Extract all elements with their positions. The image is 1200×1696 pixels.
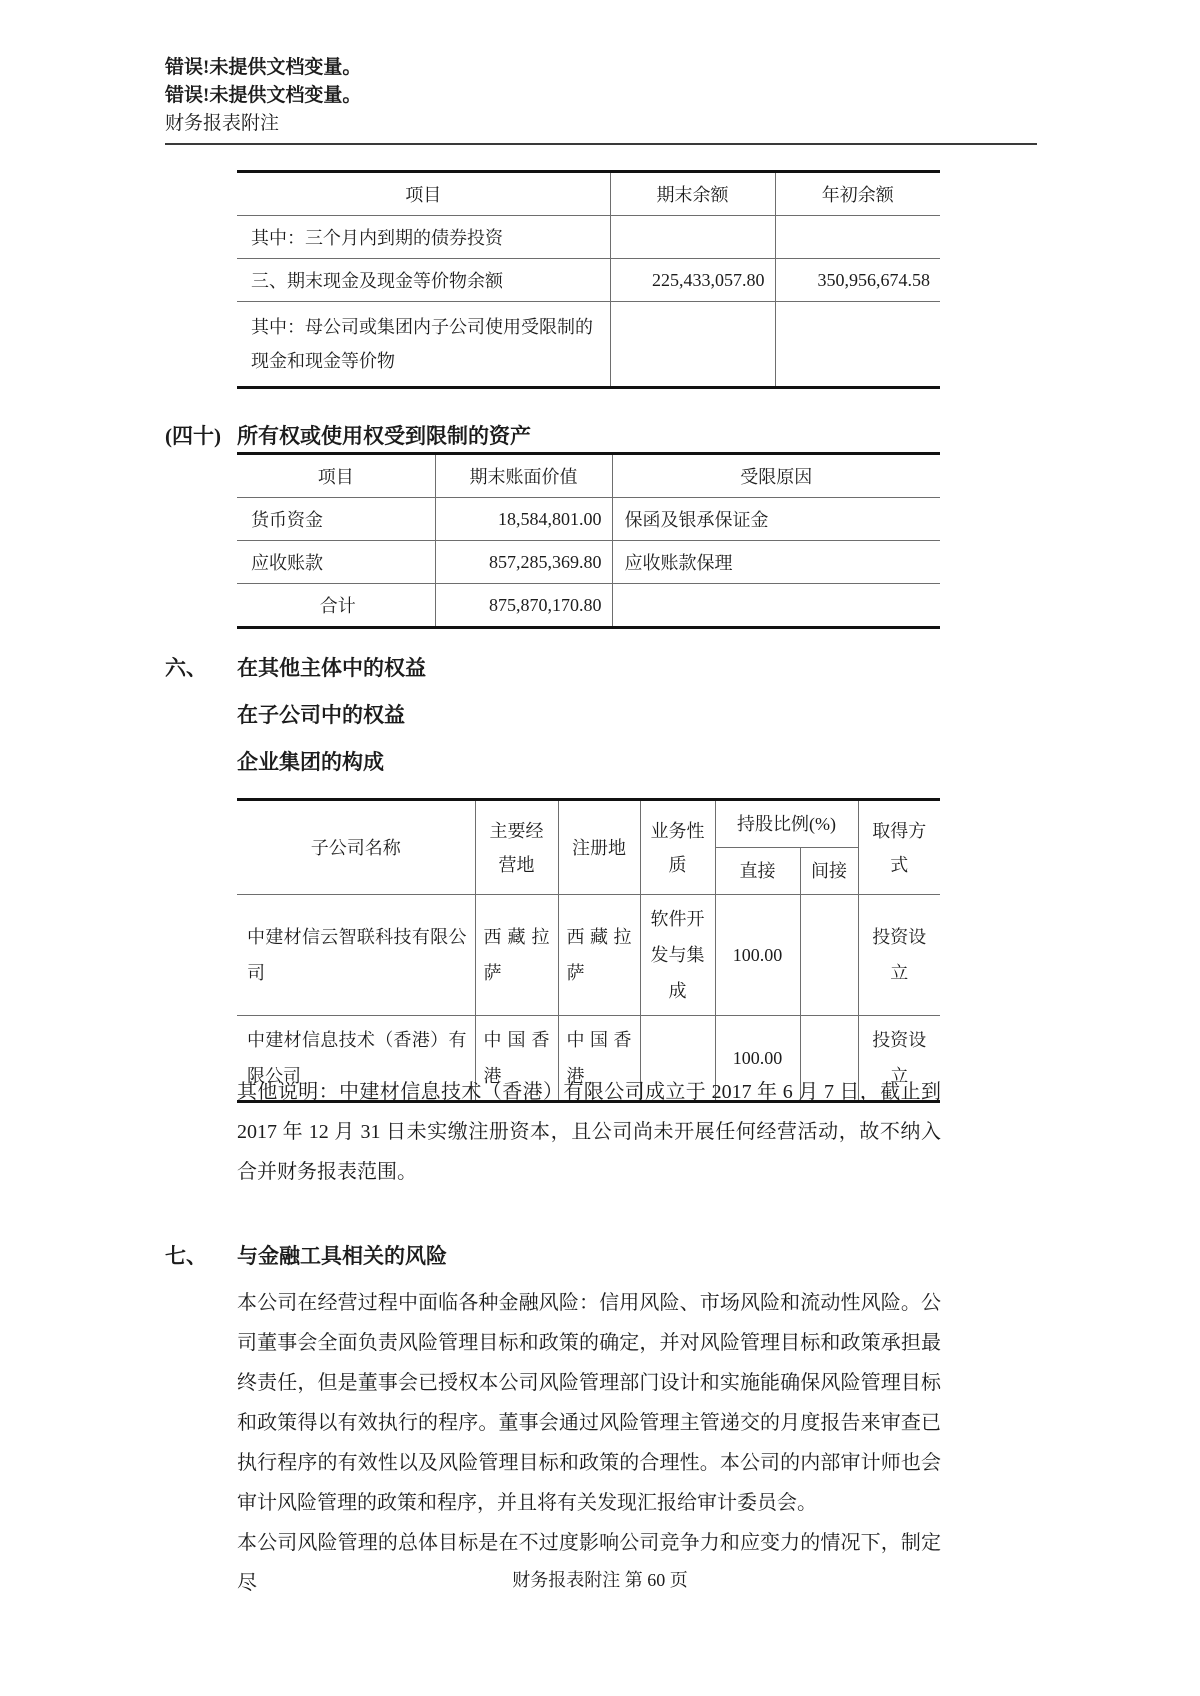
subsidiary-other-notes: 其他说明：中建材信息技术（香港）有限公司成立于 2017 年 6 月 7 日，截止到 2017 年 12 月 31 日未实缴注册资本，且公司尚未开展任何经营活动，故不纳入合并财务报表范围。	[237, 1081, 941, 1183]
table-row	[237, 216, 940, 259]
column-header-book-value: 期末账面价值	[435, 454, 612, 498]
section-title: 与金融工具相关的风险	[237, 1244, 447, 1268]
cell-item: 货币资金	[237, 498, 435, 541]
cash-equivalents-table	[237, 170, 940, 389]
cell-item: 三、期末现金及现金等价物余额	[237, 259, 610, 302]
column-header-indirect: 间接	[800, 848, 858, 895]
table-row	[237, 259, 940, 302]
cell-acquisition-method: 投资设立	[858, 1016, 940, 1102]
subsection-heading-group-composition: 企业集团的构成	[237, 750, 384, 774]
section-title: 所有权或使用权受到限制的资产	[237, 424, 531, 448]
column-header-acquisition-method: 取得方式	[858, 800, 940, 895]
column-header-shareholding: 持股比例(%)	[715, 800, 858, 848]
cell-indirect-percentage	[800, 895, 858, 1016]
cell-total-label: 合计	[237, 584, 435, 628]
cell-subsidiary-name: 中建材信息技术（香港）有限公司	[237, 1016, 475, 1102]
header-subtitle: 财务报表附注	[165, 113, 280, 134]
header-error-line-1: 错误!未提供文档变量。	[165, 57, 362, 78]
column-header-item: 项目	[237, 454, 435, 498]
header-divider	[165, 143, 1037, 145]
document-header	[165, 54, 1037, 145]
column-header-registry-place: 注册地	[558, 800, 640, 895]
cell-main-place: 中国香港	[475, 1016, 558, 1102]
section-heading-equity-in-other-entities	[165, 652, 426, 682]
subsidiaries-table	[237, 798, 940, 1103]
column-header-item: 项目	[237, 172, 610, 216]
cell-restriction-reason: 保函及银承保证金	[612, 498, 940, 541]
cell-beginning-balance: 350,956,674.58	[775, 259, 940, 302]
column-header-ending-balance: 期末余额	[610, 172, 775, 216]
cell-item: 其中：母公司或集团内子公司使用受限制的现金和现金等价物	[237, 302, 610, 388]
cell-direct-percentage: 100.00	[715, 1016, 800, 1102]
cell-book-value: 18,584,801.00	[435, 498, 612, 541]
table-header-row	[237, 800, 940, 848]
subsection-heading-equity-in-subsidiaries: 在子公司中的权益	[237, 703, 405, 727]
table-header-row	[237, 172, 940, 216]
cell-registry-place: 西藏拉萨	[558, 895, 640, 1016]
cell-ending-balance	[610, 302, 775, 388]
page-footer: 财务报表附注 第 60 页	[512, 1570, 688, 1590]
risk-paragraph-1: 本公司在经营过程中面临各种金融风险：信用风险、市场风险和流动性风险。公司董事会全面负责风险管理目标和政策的确定，并对风险管理目标和政策承担最终责任，但是董事会已授权本公司风险管理部门设计和实施能确保风险管理目标和政策得以有效执行的程序。董事会通过风险管理主管递交的月度报告来审查已执行程序的有效性以及风险管理目标和政策的合理性。本公司的内部审计师也会审计风险管理的政策和程序，并且将有关发现汇报给审计委员会。	[237, 1292, 941, 1514]
cell-main-place: 西藏拉萨	[475, 895, 558, 1016]
section-heading-restricted-assets	[165, 420, 531, 450]
cell-direct-percentage: 100.00	[715, 895, 800, 1016]
cell-beginning-balance	[775, 216, 940, 259]
cell-subsidiary-name: 中建材信云智联科技有限公司	[237, 895, 475, 1016]
column-header-main-place: 主要经营地	[475, 800, 558, 895]
section-number: (四十)	[165, 424, 221, 448]
risk-paragraph-2: 本公司风险管理的总体目标是在不过度影响公司竞争力和应变力的情况下，制定尽	[237, 1532, 941, 1594]
section-heading-financial-instrument-risks	[165, 1240, 447, 1270]
cell-registry-place: 中国香港	[558, 1016, 640, 1102]
cell-acquisition-method: 投资设立	[858, 895, 940, 1016]
section-number: 六、	[165, 656, 207, 680]
column-header-subsidiary-name: 子公司名称	[237, 800, 475, 895]
cell-ending-balance: 225,433,057.80	[610, 259, 775, 302]
cell-total-value: 875,870,170.80	[435, 584, 612, 628]
table-header-row	[237, 454, 940, 498]
table-row	[237, 895, 940, 1016]
table-row	[237, 541, 940, 584]
cell-restriction-reason	[612, 584, 940, 628]
table-row	[237, 498, 940, 541]
cell-item: 其中：三个月内到期的债券投资	[237, 216, 610, 259]
cell-beginning-balance	[775, 302, 940, 388]
column-header-direct: 直接	[715, 848, 800, 895]
cell-restriction-reason: 应收账款保理	[612, 541, 940, 584]
section-number: 七、	[165, 1244, 207, 1268]
cell-item: 应收账款	[237, 541, 435, 584]
table-total-row	[237, 584, 940, 628]
section-title: 在其他主体中的权益	[237, 656, 426, 680]
column-header-business-nature: 业务性质	[640, 800, 715, 895]
cell-ending-balance	[610, 216, 775, 259]
table-row	[237, 302, 940, 388]
cell-business-nature: 软件开发与集成	[640, 895, 715, 1016]
restricted-assets-table	[237, 452, 940, 629]
column-header-restriction-reason: 受限原因	[612, 454, 940, 498]
column-header-beginning-balance: 年初余额	[775, 172, 940, 216]
header-error-line-2: 错误!未提供文档变量。	[165, 85, 362, 106]
cell-book-value: 857,285,369.80	[435, 541, 612, 584]
